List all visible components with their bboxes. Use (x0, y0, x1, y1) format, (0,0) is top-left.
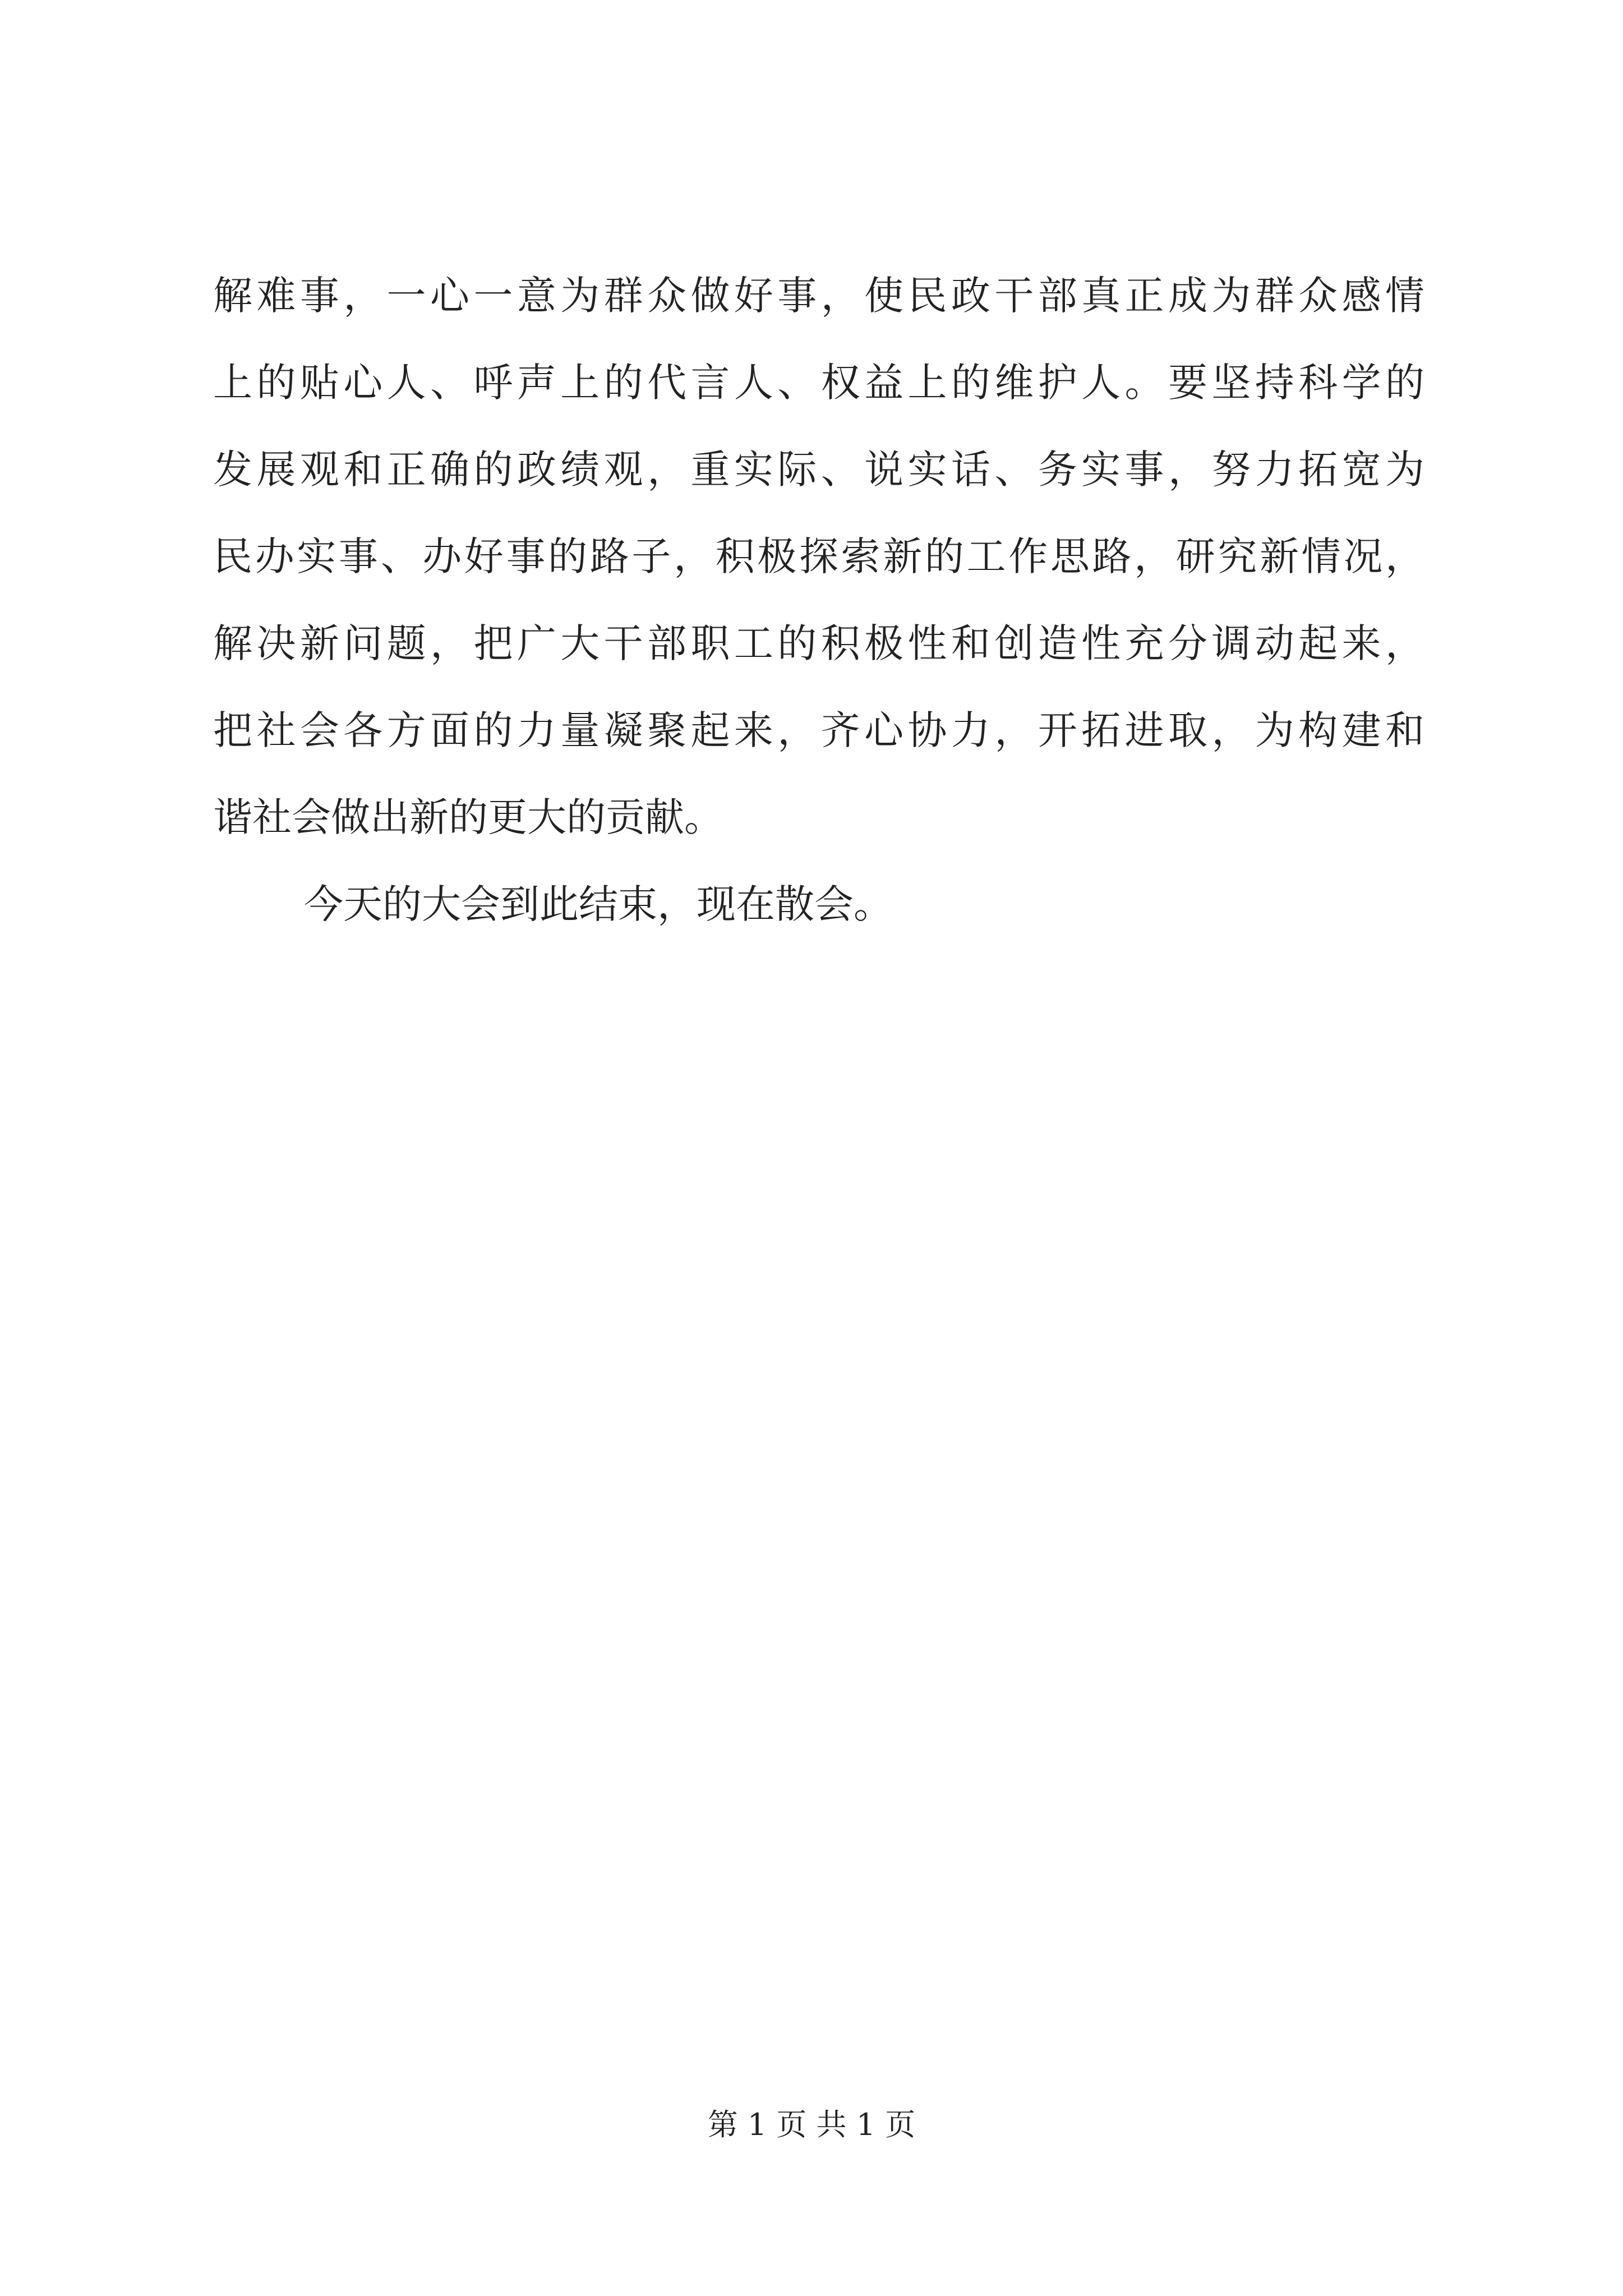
paragraph-line: 谐社会做出新的更大的贡献。 (213, 794, 723, 840)
paragraph-line: 解决新问题，把广大干部职工的积极性和创造性充分调动起来， (213, 620, 1424, 666)
paragraph-line: 上的贴心人、呼声上的代言人、权益上的维护人。要坚持科学的 (213, 360, 1424, 406)
closing-sentence: 今天的大会到此结束，现在散会。 (304, 881, 893, 927)
paragraph-line: 民办实事、办好事的路子，积极探索新的工作思路，研究新情况， (213, 533, 1424, 579)
paragraph-line: 解难事，一心一意为群众做好事，使民政干部真正成为群众感情 (213, 273, 1424, 319)
paragraph-line: 发展观和正确的政绩观，重实际、说实话、务实事，努力拓宽为 (213, 447, 1424, 493)
page-footer: 第 1 页 共 1 页 (707, 2107, 916, 2142)
paragraph-line: 把社会各方面的力量凝聚起来，齐心协力，开拓进取，为构建和 (213, 707, 1424, 753)
document-body (213, 252, 1424, 948)
